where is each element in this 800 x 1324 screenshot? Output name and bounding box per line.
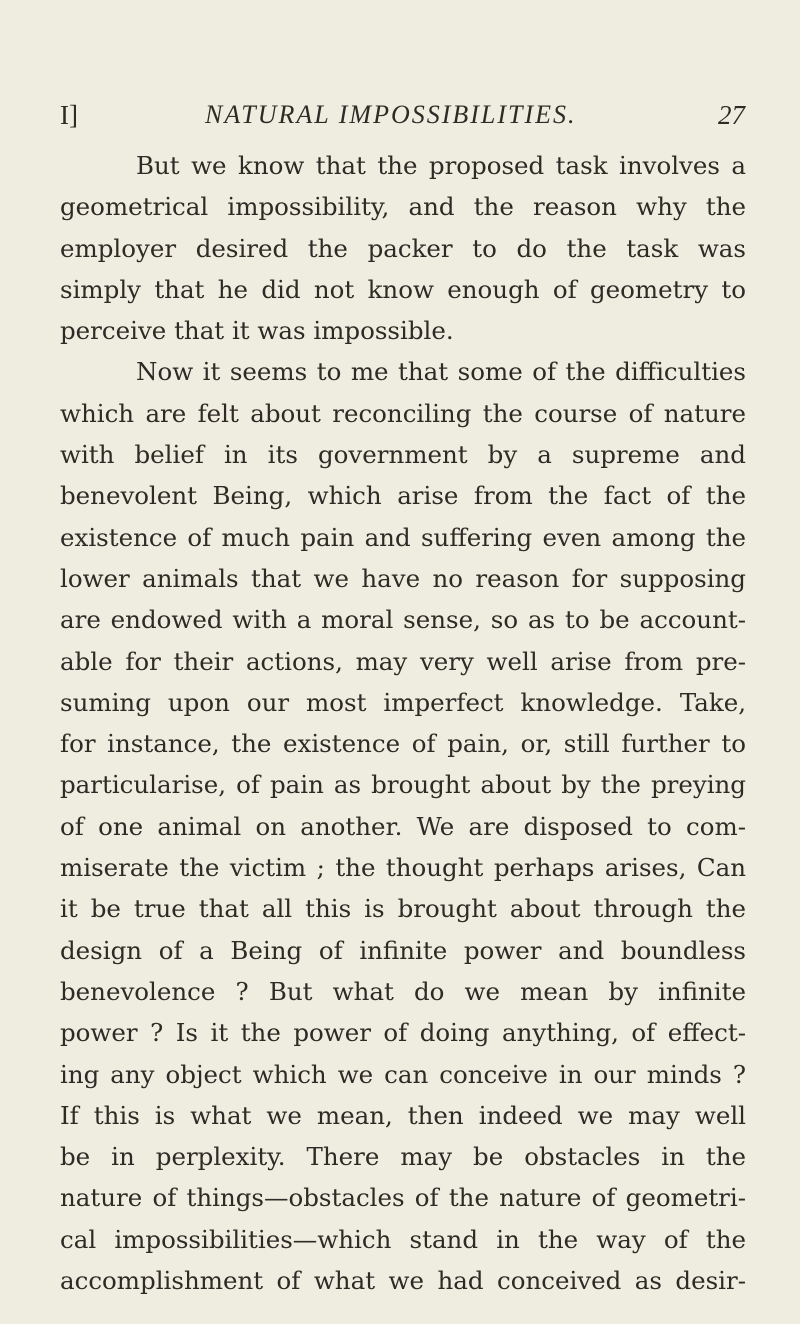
text-line: cal impossibilities—which stand in the way of the [60, 1224, 746, 1254]
text-line: of one animal on another. We are disposed to com- [60, 811, 746, 841]
text-line: But we know that the proposed task involves a [136, 151, 746, 180]
text-line: be in perplexity. There may be obstacles in the [60, 1142, 746, 1172]
text-line: miserate the victim ; the thought perhaps arises, Can [60, 853, 746, 883]
body-text [60, 145, 746, 1301]
text-line: which are felt about reconciling the course of nature [60, 398, 746, 428]
text-line: perceive that it was impossible. [60, 316, 454, 346]
chapter-number: I] [60, 100, 78, 130]
text-line: able for their actions, may very well arise from pre- [60, 646, 746, 676]
text-line: particularise, of pain as brought about by the preying [60, 770, 746, 800]
text-line: benevolent Being, which arise from the fact of the [60, 481, 746, 511]
text-line: geometrical impossibility, and the reason why the [60, 192, 746, 222]
running-head [60, 100, 745, 140]
page-number: 27 [718, 100, 745, 130]
text-line: ing any object which we can conceive in our minds ? [60, 1059, 746, 1089]
text-line: nature of things—obstacles of the nature of geometri- [60, 1183, 746, 1213]
text-line: for instance, the existence of pain, or, still further to [60, 729, 746, 759]
text-line: If this is what we mean, then indeed we may well [60, 1100, 746, 1130]
text-line: are endowed with a moral sense, so as to be account- [60, 605, 746, 635]
text-line: power ? Is it the power of doing anything, of effect- [60, 1018, 746, 1048]
text-line: with belief in its government by a supreme and [60, 440, 746, 470]
text-line: it be true that all this is brought about through the [60, 894, 746, 924]
text-line: existence of much pain and suffering even among the [60, 522, 746, 552]
text-line: lower animals that we have no reason for supposing [60, 563, 746, 593]
text-line: suming upon our most imperfect knowledge. Take, [60, 687, 746, 717]
text-line: design of a Being of infinite power and boundless [60, 935, 746, 965]
text-line: simply that he did not know enough of geometry to [60, 274, 746, 304]
text-line: benevolence ? But what do we mean by infinite [60, 976, 746, 1006]
text-line: accomplishment of what we had conceived as desir- [60, 1266, 746, 1296]
running-title: NATURAL IMPOSSIBILITIES. [205, 100, 577, 129]
text-line: employer desired the packer to do the task was [60, 233, 746, 263]
text-line: Now it seems to me that some of the difficulties [136, 357, 746, 387]
